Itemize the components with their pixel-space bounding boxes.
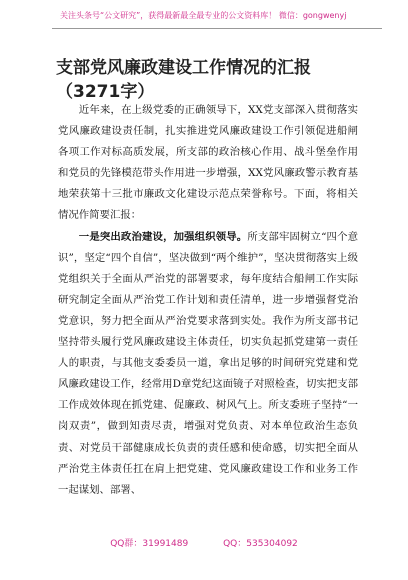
document-title: 支部党风廉政建设工作情况的汇报（3271字） bbox=[56, 58, 311, 102]
header-note: 关注头条号“公文研究”，获得最新最全最专业的公文资料库！ 微信：gongwenyj bbox=[60, 11, 347, 20]
header-divider bbox=[52, 28, 382, 29]
section1-paragraph bbox=[58, 227, 358, 501]
section1-heading: 一是突出政治建设，加强组织领导。 bbox=[78, 230, 248, 243]
document-body bbox=[58, 100, 358, 501]
section1-body: 所支部牢固树立“四个意识”，坚定“四个自信”，坚决做到“两个维护”，坚决贯彻落实上级党组织关于全面从严治党的部署要求，每年度结合船闸工作实际研究制定全面从严治党工作计划和责任清单，进一步增强督党治党意识，努力把全面从严治党要求落到实处。我作为所支部书记坚持带头履行党风廉政建设主体责任，切实负起抓党建第一责任人的职责，与其他支委委员一道，拿出足够的时间研究党建和党风廉政建设工作，经常用D章党纪这面镜子对照检查，切实把支部工作成效体现在抓党建、促廉政、树风气上。所支委班子坚持“一岗双责”，做到知责尽责，增强对党负责、对本单位政治生态负责、对党员干部健康成长负责的责任感和使命感，切实把全面从严治党主体责任扛在肩上把党建、党风廉政建设工作和业务工作一起谋划、部署、 bbox=[58, 230, 358, 496]
footer-contacts bbox=[0, 536, 408, 549]
footer-qq-group: QQ群：31991489 bbox=[110, 539, 189, 549]
footer-qq: QQ：535304092 bbox=[223, 539, 298, 549]
intro-paragraph: 近年来，在上级党委的正确领导下，XX党支部深入贯彻落实党风廉政建设责任制，扎实推进党风廉政建设工作引领促进船闸各项工作对标高质发展，所支部的政治核心作用、战斗堡垒作用和党员的先锋模范带头作用进一步增强，XX党风廉政警示教育基地荣获第十三批市廉政文化建设示范点荣誉称号。下面，将相关情况作简要汇报： bbox=[58, 104, 358, 222]
